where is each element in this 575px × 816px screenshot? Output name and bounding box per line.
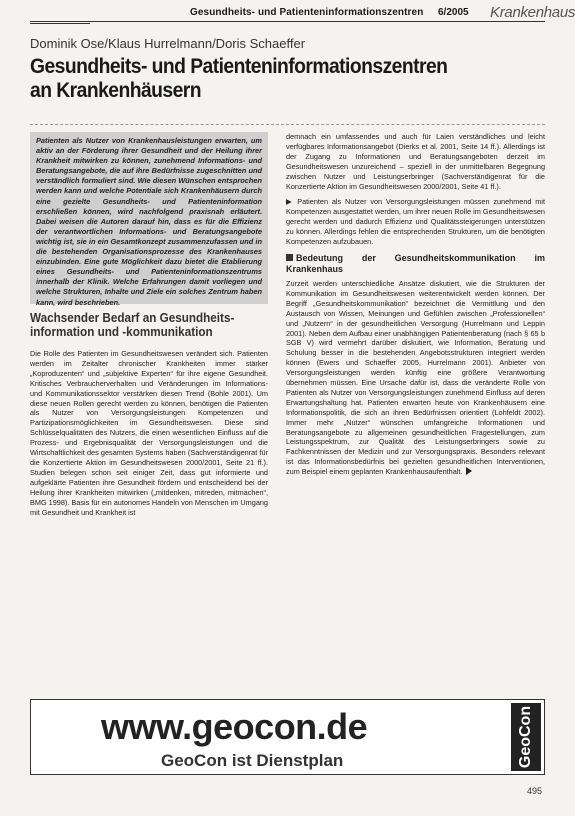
page-number: 495 <box>527 786 543 796</box>
ad-url[interactable]: www.geocon.de <box>101 706 368 747</box>
ad-claim: GeoCon ist Dienstplan <box>161 751 344 770</box>
running-header <box>30 4 575 22</box>
header-rule <box>30 21 545 22</box>
abstract-box <box>30 132 268 307</box>
section-heading-1: Wachsender Bedarf an Gesundheits-information und -kommunikation <box>30 310 235 339</box>
advertisement-banner[interactable] <box>30 699 545 775</box>
paragraph: Zurzeit werden unterschiedliche Ansätze diskutiert, wie die Strukturen der Kommunikation im Gesundheitswesen weiterentwickelt werden können. Der Begriff „Gesundheitskommunikation“ bezeichnet die Vermittlung und den Austausch von Wissen, Meinungen und Gefühlen zwischen „Professionellen“ und „Nutzern“ in der gesundheitlichen Versorgung (Hurrelmann und Leppin 2001). Neben dem Aufbau einer unabhängigen Patientenberatung (nach § 65 b SGB V) wird vermehrt darüber diskutiert, wie Information, Beratung und Schulung besser in die bestehenden Angebotsstrukturen integriert werden können (Ewers und Schaeffer 2005, Hurrelmann 2001). Anbieter von Versorgungsleistungen werden künftig eine größere Verantwortung übernehmen müssen. Eine Ursache dafür ist, dass die veränderte Rolle von Patienten als Nutzer von Versorgungsleistungen zunehmend Einfluss auf deren Erwartungshaltung hat. Patienten erwarten heute von Krankenhäusern eine Informationspolitik, die sich an ihren Bedürfnissen orientiert (Lohfeldt 2002). Immer mehr „Nutzer“ wünschen umfangreiche Informationen und Beratungsangebote zu allgemeinen gesundheitlichen Fragestellungen, zum Leistungsspektrum, zur Qualität des Leistungserbringers sowie zu Fachkenntnissen der Medizin und zur Versorgungspraxis. Besonders relevant ist das Informationsbedürfnis bei gezielten gesundheitlichen Interventionen, zum Beispiel einem geplanten Krankenhausaufenthalt. <box>286 278 545 477</box>
running-title: Gesundheits- und Patienteninformationszentren <box>190 7 424 18</box>
section-heading-2: Bedeutung der Gesundheitskommunikation im Krankenhaus <box>286 252 545 274</box>
square-bullet-icon <box>286 254 293 261</box>
header-rule-short <box>30 23 90 24</box>
right-column <box>286 132 545 483</box>
paragraph: ▶ Patienten als Nutzer von Versorgungsleistungen müssen zunehmend mit Kompetenzen ausgestattet werden, um ihrer neuen Rolle im Gesundheitswesen gerecht werden und dadurch Effizienz und Qualitätssteigerungen unterstützen zu können. Allerdings fehlen die entsprechenden Strukturen, um die benötigten Kompetenzen aufzubauen. <box>286 197 545 247</box>
magazine-brand: Krankenhaus <box>490 4 575 21</box>
article-authors: Dominik Ose/Klaus Hurrelmann/Doris Schaeffer <box>30 36 306 51</box>
left-column <box>30 349 268 523</box>
article-title: Gesundheits- und Patienteninformationszentren an Krankenhäusern <box>30 55 448 102</box>
title-separator <box>30 124 545 125</box>
paragraph: Die Rolle des Patienten im Gesundheitswesen verändert sich. Patienten werden im Zeitalter chronischer Krankheiten immer stärker „Koproduzenten“ und „subjektive Experten“ für ihre eigene Gesundheit. Kritisches Verbraucherverhalten und Veränderungen im Informations- und Kommunikationssektor verstärken diesen Trend (Bohle 2001). Um diese neuen Rollen gerecht werden zu können, benötigen die Patienten als Nutzer von Versorgungsleistungen Kompetenzen und Partizipationsmöglichkeiten im Gesundheitswesen. Diese sind Schlüsselqualitäten des Nutzers, die einen wesentlichen Einfluss auf die Prozess- und Ergebnisqualität der Versorgungsleistungen und die Wirtschaftlichkeit des gesamten Systems haben (Sachverständigenrat für die Konzertierte Aktion im Gesundheitswesen 2000/2001, Seite 21 ff.). Studien belegen schon seit einiger Zeit, dass gut informierte und aufgeklärte Patienten ihre Gesundheit fördern und entscheidend bei der Heilung ihrer Krankheiten mitwirken („mitdenken, mitreden, mitmachen“, BMG 1998). Basis für ein autonomes Handeln von Menschen im Umgang mit Gesundheit und Krankheit ist <box>30 349 268 517</box>
continue-arrow-icon <box>466 467 472 475</box>
issue-number: 6/2005 <box>438 7 469 18</box>
geocon-logo: GeoCon <box>511 703 541 771</box>
paragraph: demnach ein umfassendes und auch für Laien verständliches und leicht verfügbares Informationsangebot (Dierks et al. 2001, Seite 14 ff.). Allerdings ist der Zugang zu Informationen und Beratungsangeboten derzeit im Gesundheitswesen unzureichend – speziell in der unmittelbaren Begegnung zwischen Nutzer und Leistungserbringer (Sachverständigenrat für die Konzertierte Aktion im Gesundheitswesen 2000/2001, Seite 41 ff.). <box>286 132 545 191</box>
abstract-text: Patienten als Nutzer von Krankenhausleistungen erwarten, um aktiv an der Förderung ihrer Gesundheit und der Heilung ihrer Krankheit mitwirken zu können, zunehmend Informations- und Beratungsangebote, die auf ihre Bedürfnisse zugeschnitten und verständlich formuliert sind. Wie diesen Wünschen entsprochen werden kann und welche Potentiale sich Krankenhäusern durch eine gezielte Gesundheits- und Patienteninformation erschließen können, wird nachfolgend praxisnah erläutert. Dabei weisen die Autoren darauf hin, dass es für die Effizienz der verantwortlichen Informations- und Beratungsangebote wichtig ist, sie in ein Gesamtkonzept zusammenzufassen und in die bestehenden Organisationsprozesse des Krankenhauses einzubinden. Eine gute Möglichkeit dazu bietet die Etablierung eines Gesundheits- und Patienteninformationszentrums innerhalb der Klinik. Welche Erfahrungen damit vorliegen und welche Strukturen, Inhalte und Ziele ein solches Zentrum haben kann, wird beschrieben. <box>36 136 262 307</box>
